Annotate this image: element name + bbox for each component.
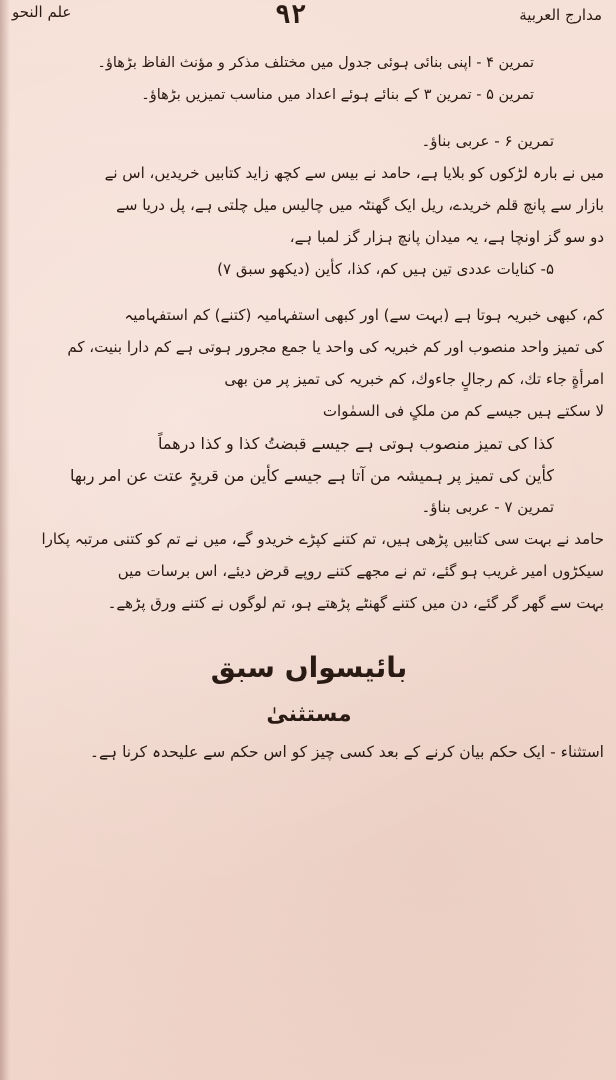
header-book-subject: علم النحو bbox=[12, 3, 72, 21]
exercise-5-text: تمرین ۵ - تمرین ۳ کے بنائے ہوئے اعداد میں مناسب تمیزیں بڑھاؤ۔ bbox=[141, 87, 534, 103]
page-body bbox=[14, 52, 604, 773]
lesson-title: بائیسواں سبق bbox=[210, 651, 408, 684]
spacer bbox=[14, 116, 604, 130]
kain-rule: کأین کی تمیز پر ہمیشہ من آتا ہے جیسے کأین من قریۃٍ عتت عن امر ربھا bbox=[69, 466, 554, 485]
exercise-7-line-1: حامد نے بہت سی کتابیں پڑھی ہیں، تم کتنے کپڑے خریدو گے، میں نے تم کو کتنی مرتبہ پکارا bbox=[41, 530, 604, 548]
kam-rule-line-2: کی تمیز واحد منصوب اور کم خبریہ کی واحد یا جمع مجرور ہوتی ہے کم دارا بنیت، کم bbox=[67, 338, 604, 356]
kam-rule-line-4: لا سکتے ہیں جیسے کم من ملکٍ فی السمٰوات bbox=[322, 402, 604, 420]
spacer bbox=[14, 290, 604, 304]
page-binding-shadow bbox=[0, 0, 10, 1080]
kinayat-heading: ۵- کنایات عددی تین ہیں کم، کذا، کأین (دیکھو سبق ۷) bbox=[217, 260, 554, 278]
section-title: مستثنیٰ bbox=[266, 702, 352, 727]
definition-text: استثناء - ایک حکم بیان کرنے کے بعد کسی چیز کو اس حکم سے علیحدہ کرنا ہے۔ bbox=[89, 743, 604, 761]
page-number: ٩٢ bbox=[275, 0, 307, 30]
exercise-6-line-1: میں نے بارہ لڑکوں کو بلایا ہے، حامد نے بیس سے کچھ زاید کتابیں خریدیں، اس نے bbox=[104, 164, 604, 182]
exercise-7-line-2: سیکڑوں امیر غریب ہو گئے، تم نے مجھے کتنے روپے قرض دیئے، اس برسات میں bbox=[117, 562, 604, 580]
kam-rule-line-1: کم، کبھی خبریہ ہوتا ہے (بہت سے) اور کبھی استفہامیہ (کتنے) کم استفہامیہ bbox=[124, 306, 604, 324]
exercise-6-line-3: دو سو گز اونچا ہے، یہ میدان پانچ ہزار گز لمبا ہے، bbox=[289, 228, 604, 246]
kadha-rule: کذا کی تمیز منصوب ہوتی ہے جیسے قبضتُ کذا و کذا درھماً bbox=[158, 434, 554, 453]
kam-rule-line-3: امرأةٍ جاء تك، كم رجالٍ جاءوك، کم خبریہ کی تمیز پر من بھی bbox=[224, 370, 604, 388]
exercise-7-line-3: بہت سے گھر گر گئے، دن میں کتنے گھنٹے پڑھتے ہو، تم لوگوں نے کتنے ورق پڑھے۔ bbox=[107, 594, 604, 612]
exercise-6-heading: تمرین ۶ - عربی بناؤ۔ bbox=[421, 132, 554, 150]
exercise-7-heading: تمرین ۷ - عربی بناؤ۔ bbox=[421, 498, 554, 516]
page-header bbox=[0, 0, 616, 40]
exercise-4-text: تمرین ۴ - اپنی بنائی ہوئی جدول میں مختلف مذکر و مؤنث الفاظ بڑھاؤ۔ bbox=[97, 55, 534, 71]
exercise-6-line-2: بازار سے پانچ قلم خریدے، ریل ایک گھنٹہ میں چالیس میل چلتی ہے، پل دریا سے bbox=[116, 196, 604, 214]
header-book-title: مدارج العربية bbox=[519, 6, 602, 24]
